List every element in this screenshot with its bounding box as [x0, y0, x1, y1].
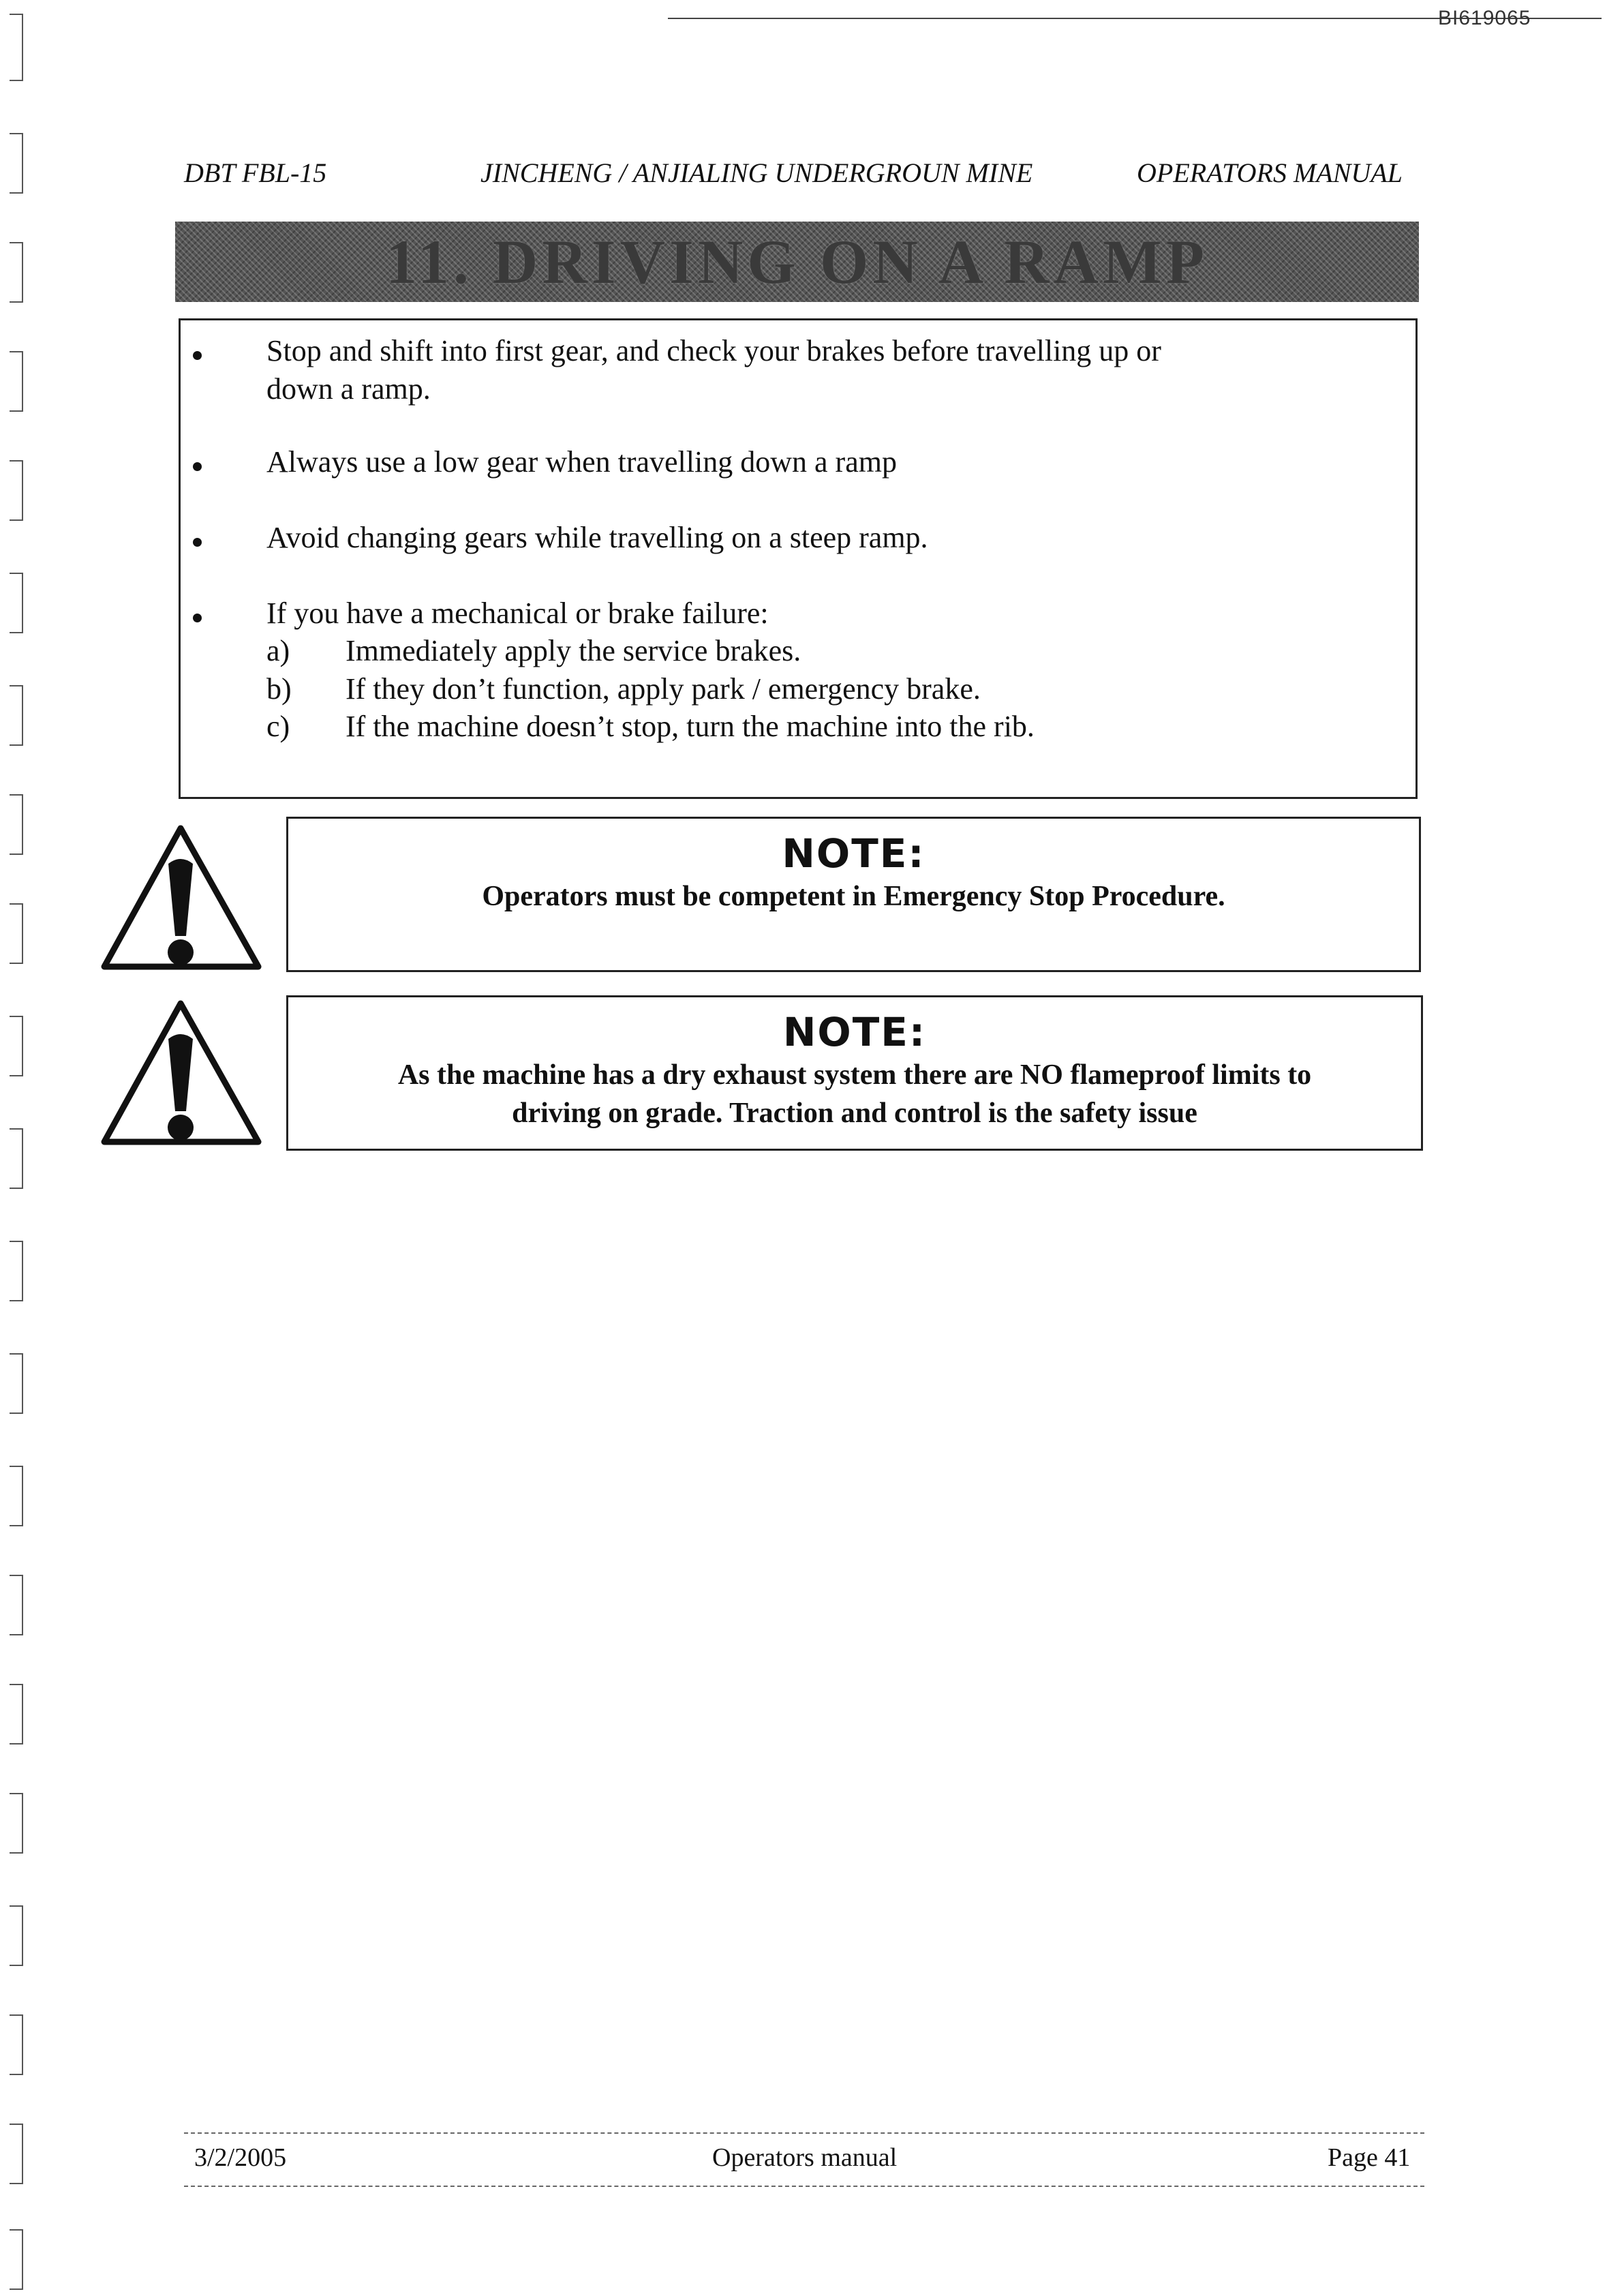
binder-mark: [10, 14, 23, 81]
note-text: Operators must be competent in Emergency Stop Procedure.: [482, 881, 1225, 912]
warning-triangle-icon: [97, 997, 264, 1150]
bullet-icon: [193, 538, 202, 547]
binder-mark: [10, 133, 23, 194]
binder-mark: [10, 1241, 23, 1301]
bullet-4: If you have a mechanical or brake failure:: [266, 596, 769, 630]
sub-item-text: If the machine doesn’t stop, turn the machine into the rib.: [346, 710, 1035, 743]
footer-rule: [184, 2186, 1424, 2187]
warning-triangle-icon: [97, 821, 264, 975]
bullet-1-line-1: Stop and shift into first gear, and check your brakes before travelling up or: [266, 334, 1161, 367]
footer-title: Operators manual: [712, 2143, 898, 2172]
binder-mark: [10, 573, 23, 633]
bullet-3: Avoid changing gears while travelling on a steep ramp.: [266, 521, 928, 554]
binder-mark: [10, 1575, 23, 1635]
page-number: Page 41: [1328, 2143, 1411, 2172]
section-title: 11. DRIVING ON A RAMP: [385, 227, 1209, 297]
sub-item-marker: c): [266, 710, 290, 743]
binder-mark: [10, 794, 23, 855]
note-title: NOTE:: [782, 830, 925, 877]
footer-date: 3/2/2005: [194, 2143, 287, 2172]
binder-mark: [10, 2014, 23, 2075]
bullet-2: Always use a low gear when travelling down a ramp: [266, 445, 897, 479]
binder-mark: [10, 351, 23, 412]
note-box: [286, 995, 1423, 1151]
sub-item-marker: b): [266, 672, 292, 706]
procedure-box: [179, 318, 1418, 799]
header-model: DBT FBL-15: [184, 157, 327, 188]
binder-mark: [10, 2124, 23, 2184]
note-title: NOTE:: [782, 1009, 927, 1055]
note-box: [286, 817, 1421, 972]
binder-mark: [10, 1793, 23, 1854]
binder-mark: [10, 685, 23, 746]
note-text-line-1: As the machine has a dry exhaust system there are NO flameproof limits to: [397, 1059, 1312, 1091]
sub-item-text: Immediately apply the service brakes.: [346, 634, 801, 667]
binder-mark: [10, 460, 23, 521]
binder-mark: [10, 1128, 23, 1189]
bullet-icon: [193, 462, 202, 471]
header-manual: OPERATORS MANUAL: [1137, 157, 1403, 188]
sub-item-text: If they don’t function, apply park / emergency brake.: [346, 672, 981, 706]
binder-mark: [10, 1466, 23, 1526]
binder-mark: [10, 1905, 23, 1966]
binder-mark: [10, 1353, 23, 1414]
binder-mark: [10, 1016, 23, 1076]
binder-mark: [10, 242, 23, 303]
document-id: BI619065: [1438, 7, 1531, 29]
note-text-line-2: driving on grade. Traction and control is the safety issue: [512, 1098, 1197, 1129]
bullet-icon: [193, 351, 202, 360]
binder-mark: [10, 903, 23, 964]
binder-mark: [10, 2229, 23, 2290]
binder-mark: [10, 1684, 23, 1744]
sub-item-marker: a): [266, 634, 290, 667]
header-mine: JINCHENG / ANJIALING UNDERGROUN MINE: [480, 157, 1033, 188]
bullet-icon: [193, 614, 202, 622]
section-banner: [175, 222, 1419, 302]
bullet-1-line-2: down a ramp.: [266, 372, 431, 406]
footer-rule: [184, 2132, 1424, 2134]
